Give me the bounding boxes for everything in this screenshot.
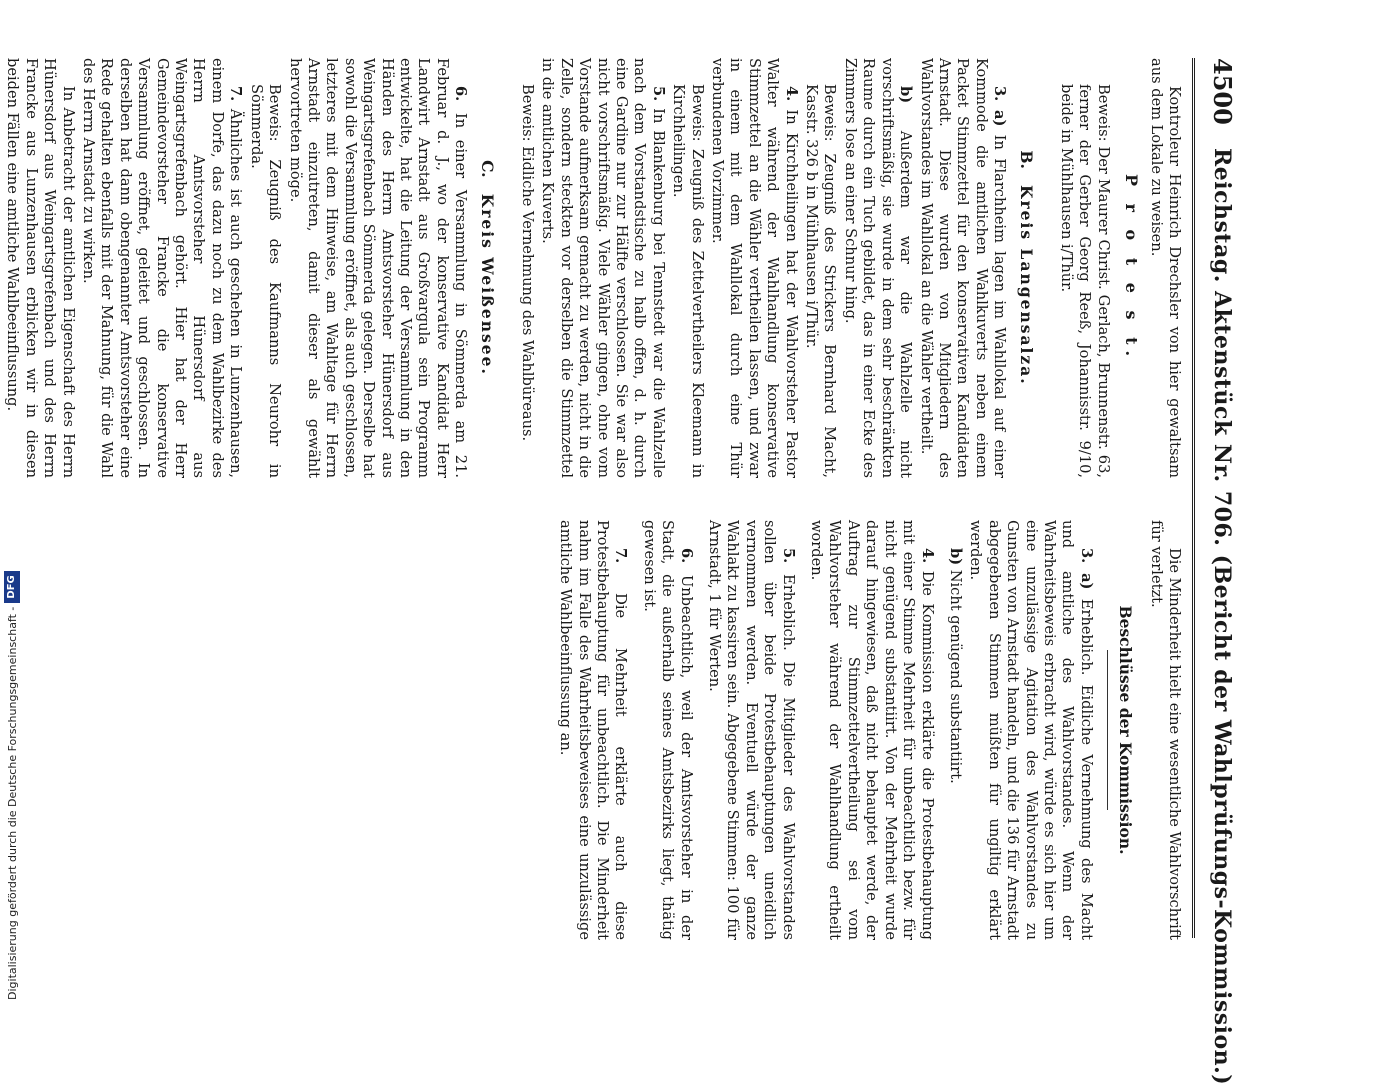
footer-strip — [2, 0, 22, 1000]
minority-intro: Die Minderheit hielt eine wesentliche Wahlvorschrift für verletzt. — [1147, 520, 1183, 940]
paragraph-4-num: 4. — [782, 86, 800, 102]
decision-5-num: 5. — [779, 548, 797, 564]
paragraph-6-num: 6. — [452, 86, 470, 102]
paragraph-7-text: Ähnliches ist auch geschehen in Lunzenhausen, einem Dorfe, das dazu noch zu dem Wahlbezirke des Herrn Amtsvorsteher Hünersdorf aus Weingartsgrefenbach gehört. Hier hat der Herr Gemeindevorsteher Francke die konservative Versammlung eröffnet, geleitet und geschlossen. In derselben hat dann obengenannter Amtsvorsteher eine Rede gehalten ebenfalls mit der Mahnung, für die Wahl des Herrn Arnstadt zu wirken. — [80, 58, 245, 479]
credit-text: Digitalisierung gefördert durch die Deutsche Forschungsgemeinschaft - — [5, 606, 19, 1000]
paragraph-3b — [841, 58, 915, 478]
proof-4: Beweis: Zeugniß des Zettelvertheilers Kleemann in Kirchheilingen. — [670, 84, 706, 478]
section-c-heading — [477, 58, 495, 478]
decision-3b-num: b) — [946, 548, 964, 566]
intro-text: Kontroleur Heinrich Drechsler von hier gewaltsam aus dem Lokale zu weisen. — [1147, 58, 1183, 478]
paragraph-6-text: In einer Versammlung in Sömmerda am 21. Februar d. J., wo der konservative Kandidat Herr Landwirt Arnstadt aus Großvargula sein Programm entwickelte, hat die Leitung der Versammlung in den Händen des Herrn Amtsvorsteher Hünersdorf aus Weingartsgrefenbach Sömmerda gelegen. Derselbe hat sowohl die Versammlung eröffnet, als auch geschlossen, letzteres mit dem Hinweise, am Wahltage für Herrn Arnstadt einzutreten, damit dieser als gewählt hervortreten möge. — [286, 58, 470, 479]
proof-6: Beweis: Zeugniß des Kaufmanns Neurohr in Sömmerda. — [247, 84, 284, 478]
paragraph-3b-text: Außerdem war die Wahlzelle nicht vorschriftsmäßig, sie wurde in dem sehr beschränkten Raume durch ein Tuch gebildet, das in einer Ecke des Zimmers lose an einer Schnur hing. — [841, 58, 915, 478]
beschluesse-heading: Beschlüsse der Kommission. — [1116, 605, 1136, 855]
decision-3a-num: 3. a) — [1077, 548, 1095, 590]
decision-7-text: Die Mehrheit erklärte auch diese Protestbehauptung für unbeachtlich. Die Minderheit nahm im Falle des Wahrheitsbeweises eine unzulässige amtliche Wahlbeeinflussung an. — [557, 520, 630, 941]
paragraph-3a — [916, 58, 1008, 478]
decision-4-text: Die Kommission erklärte die Protestbehauptung mit einer Stimme Mehrheit für unbeachtlich bezw. für nicht genügend substantiirt. Von der Mehrheit wurde darauf hingewiesen, daß nicht behauptet werde, der Auftrag zur Stimmzettelvertheilung sei vom Wahlvorsteher während der Wahlhandlung ertheilt worden. — [808, 520, 936, 941]
section-b-label: B. — [1016, 150, 1036, 169]
page-title: Reichstag. Aktenstück Nr. 706. (Bericht der Wahlprüfungs-Kommission.) — [1209, 148, 1235, 1085]
decision-3b — [946, 520, 964, 940]
paragraph-4-text: In Kirchheilingen hat der Wahlvorsteher Pastor Walter während der Wahlhandlung konservative Stimmzettel an die Wähler vertheilen lassen, und zwar in einem mit dem Wahllokal durch eine Thür verbundenen Vorzimmer. — [709, 58, 800, 479]
left-column — [1, 58, 1183, 478]
heading-rule — [1107, 650, 1108, 810]
decision-6-text: Unbeachtlich, weil der Amtsvorsteher in der Stadt, die außerhalb seines Amtsbezirks liegt, thätig gewesen ist. — [640, 520, 695, 940]
decision-6-num: 6. — [677, 548, 695, 564]
section-b-heading — [1016, 58, 1034, 478]
paragraph-3a-num: 3. a) — [991, 86, 1009, 127]
decision-3a-text: Erheblich. Eidliche Vernehmung des Macht und amtliche des Wahlvorstandes. Wenn der Wahrheitsbeweis erbracht wird, würde es sich hier um eine unzulässige Agitation des Wahlvorstandes zu Gunsten von Arnstadt handeln, und die 136 für Arnstadt abgegebenen Stimmen müßten für ungiltig erklärt werden. — [967, 520, 1095, 940]
decision-3b-text: Nicht genügend substantiirt. — [946, 569, 964, 784]
decision-6 — [639, 520, 694, 940]
section-c-label: C. — [477, 160, 497, 178]
decision-3a — [966, 520, 1095, 940]
protest-heading: P r o t e s t. — [1122, 173, 1142, 363]
decision-5 — [705, 520, 797, 940]
page-header — [1192, 58, 1243, 1085]
decision-5-text: Erheblich. Die Mitglieder des Wahlvorstandes sollen über beide Protestbehauptungen uneidlich vernommen werden. Eventuell würde der ganze Wahlakt zu kassiren sein. Abgegebene Stimmen: 100 für Arnstadt, 1 für Werten. — [706, 520, 797, 940]
paragraph-5-text: In Blankenburg bei Tennstedt war die Wahlzelle nach dem Vorstandstische zu halb offen, d. h. durch eine Gardine nur zur Hälfte verschlossen. Sie war also nicht vorschriftsmäßig. Viele Wähler gingen, ohne vom Vorstande aufmerksam gemacht zu werden, nicht in die Zelle, sondern steckten vor derselben die Stimmzettel in die amtlichen Kuverts. — [539, 58, 667, 478]
decision-4 — [807, 520, 936, 940]
paragraph-5-num: 5. — [649, 86, 667, 102]
digitization-credit — [2, 0, 22, 1000]
proof-3: Beweis: Zeugniß des Strickers Bernhard Macht, Kasstr. 326 b in Mühlhausen i/Thür. — [803, 84, 839, 478]
paragraph-3a-text: In Flarchheim lagen im Wahllokal auf einer Kommode die amtlichen Wahlkuverts neben einem Packet Stimmzettel für den konservativen Kandidaten Arnstadt. Diese wurden von Mitgliedern des Wahlvorstandes im Wahllokal an die Wähler vertheilt. — [917, 58, 1009, 478]
paragraph-6 — [285, 58, 469, 478]
proof-5: Beweis: Eidliche Vernehmung des Wahlbüreaus. — [519, 84, 536, 442]
paragraph-5 — [538, 58, 667, 478]
paragraph-3b-num: b) — [897, 86, 915, 104]
dfg-logo: DFG — [4, 571, 20, 602]
decision-7 — [556, 520, 630, 940]
proof-a: Beweis: Der Maurer Christ. Gerlach, Brunnenstr. 63, ferner der Gerber Georg Reeß, Johannisstr. 9/10, beide in Mühlhausen i/Thür. — [1057, 84, 1112, 478]
decision-7-num: 7. — [612, 548, 630, 564]
paragraph-4 — [708, 58, 800, 478]
section-b-title: Kreis Langensalza. — [1016, 185, 1036, 386]
right-column — [554, 520, 1183, 940]
section-c-title: Kreis Weißensee. — [477, 193, 497, 376]
page-number: 4500 — [1208, 58, 1237, 125]
paragraph-7-num: 7. — [227, 86, 245, 102]
decision-4-num: 4. — [918, 548, 936, 564]
paragraph-7 — [79, 58, 245, 478]
closing-paragraph: In Anbetracht der amtlichen Eigenschaft des Herrn Hünersdorf aus Weingartsgrefenbach und des Herrn Francke aus Lunzenhausen erblicken wir in diesen beiden Fällen eine amtliche Wahlbeeinflussung. — [4, 58, 77, 478]
